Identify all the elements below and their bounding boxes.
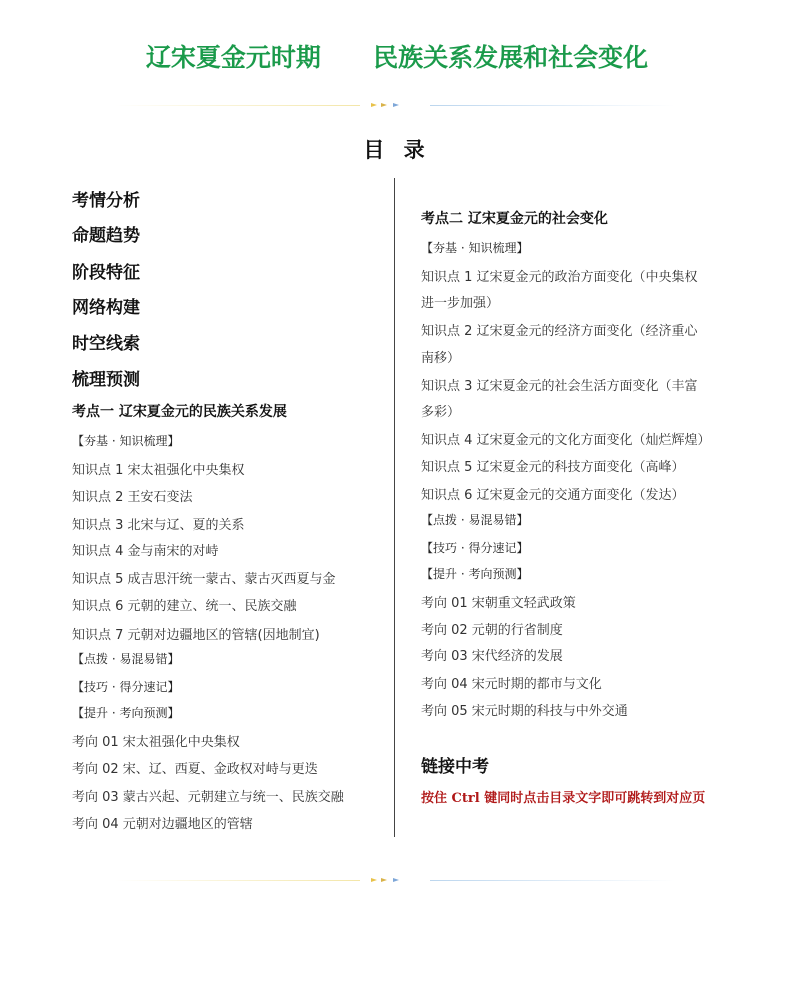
toc-link-point[interactable]: 知识点 3 辽宋夏金元的社会生活方面变化（丰富 (421, 379, 698, 394)
toc-link-point[interactable]: 知识点 4 金与南宋的对峙 (72, 544, 219, 559)
toc-link-zhongkao[interactable]: 链接中考 (421, 757, 489, 777)
toc-link-forecast[interactable]: 梳理预测 (72, 370, 140, 390)
toc-tag-tips[interactable]: 【点拨 · 易混易错】 (72, 652, 180, 666)
toc-link-direction[interactable]: 考向 01 宋太祖强化中央集权 (72, 735, 240, 750)
toc-link-direction[interactable]: 考向 03 蒙古兴起、元朝建立与统一、民族交融 (72, 790, 344, 805)
toc-link-point[interactable]: 知识点 1 宋太祖强化中央集权 (72, 463, 245, 478)
toc-link-point[interactable]: 知识点 2 王安石变法 (72, 490, 193, 505)
toc-link-point[interactable]: 知识点 4 辽宋夏金元的文化方面变化（灿烂辉煌） (421, 433, 711, 448)
toc-link-direction[interactable]: 考向 01 宋朝重文轻武政策 (421, 596, 576, 611)
toc-tag-foundation[interactable]: 【夯基 · 知识梳理】 (421, 241, 529, 255)
bottom-divider (115, 877, 675, 883)
document-title: 辽宋夏金元时期 民族关系发展和社会变化 (145, 43, 649, 72)
top-divider (115, 102, 675, 108)
toc-link-point[interactable]: 知识点 2 辽宋夏金元的经济方面变化（经济重心 (421, 324, 698, 339)
toc-tag-skills[interactable]: 【技巧 · 得分速记】 (421, 541, 529, 555)
toc-link-direction[interactable]: 考向 02 宋、辽、西夏、金政权对峙与更迭 (72, 762, 318, 777)
toc-link-direction[interactable]: 考向 04 宋元时期的都市与文化 (421, 677, 602, 692)
toc-link-point[interactable]: 知识点 7 元朝对边疆地区的管辖(因地制宜) (72, 628, 320, 643)
toc-link-direction[interactable]: 考向 02 元朝的行省制度 (421, 623, 563, 638)
toc-link-point-cont[interactable]: 进一步加强） (421, 296, 500, 311)
toc-link-point[interactable]: 知识点 1 辽宋夏金元的政治方面变化（中央集权 (421, 270, 698, 285)
toc-link-direction[interactable]: 考向 04 元朝对边疆地区的管辖 (72, 817, 253, 832)
toc-link-direction[interactable]: 考向 05 宋元时期的科技与中外交通 (421, 704, 628, 719)
toc-tag-tips[interactable]: 【点拨 · 易混易错】 (421, 513, 529, 527)
ctrl-click-hint: 按住 Ctrl 键同时点击目录文字即可跳转到对应页 (421, 791, 706, 806)
column-divider (394, 178, 395, 837)
toc-link-point[interactable]: 知识点 5 成吉思汗统一蒙古、蒙古灭西夏与金 (72, 572, 336, 587)
arrow-ornament-icon (371, 102, 411, 108)
toc-link-point[interactable]: 知识点 3 北宋与辽、夏的关系 (72, 518, 245, 533)
toc-link-trend[interactable]: 命题趋势 (72, 226, 140, 246)
toc-link-direction[interactable]: 考向 03 宋代经济的发展 (421, 649, 563, 664)
toc-link-kaodian1[interactable]: 考点一 辽宋夏金元的民族关系发展 (72, 404, 287, 420)
toc-link-timeline[interactable]: 时空线索 (72, 334, 140, 354)
toc-link-stage[interactable]: 阶段特征 (72, 263, 140, 283)
toc-link-point[interactable]: 知识点 6 辽宋夏金元的交通方面变化（发达） (421, 488, 685, 503)
toc-link-network[interactable]: 网络构建 (72, 298, 140, 318)
toc-link-kaodian2[interactable]: 考点二 辽宋夏金元的社会变化 (421, 211, 608, 227)
toc-link-point-cont[interactable]: 多彩） (421, 405, 461, 420)
toc-tag-skills[interactable]: 【技巧 · 得分速记】 (72, 680, 180, 694)
toc-link-point[interactable]: 知识点 5 辽宋夏金元的科技方面变化（高峰） (421, 460, 685, 475)
toc-link-point[interactable]: 知识点 6 元朝的建立、统一、民族交融 (72, 599, 297, 614)
toc-link-point-cont[interactable]: 南移） (421, 351, 461, 366)
toc-link-kaoqing[interactable]: 考情分析 (72, 191, 140, 211)
toc-tag-predict[interactable]: 【提升 · 考向预测】 (421, 567, 529, 581)
toc-heading: 目 录 (363, 138, 431, 162)
toc-tag-foundation[interactable]: 【夯基 · 知识梳理】 (72, 434, 180, 448)
arrow-ornament-icon (371, 877, 411, 883)
toc-tag-predict[interactable]: 【提升 · 考向预测】 (72, 706, 180, 720)
